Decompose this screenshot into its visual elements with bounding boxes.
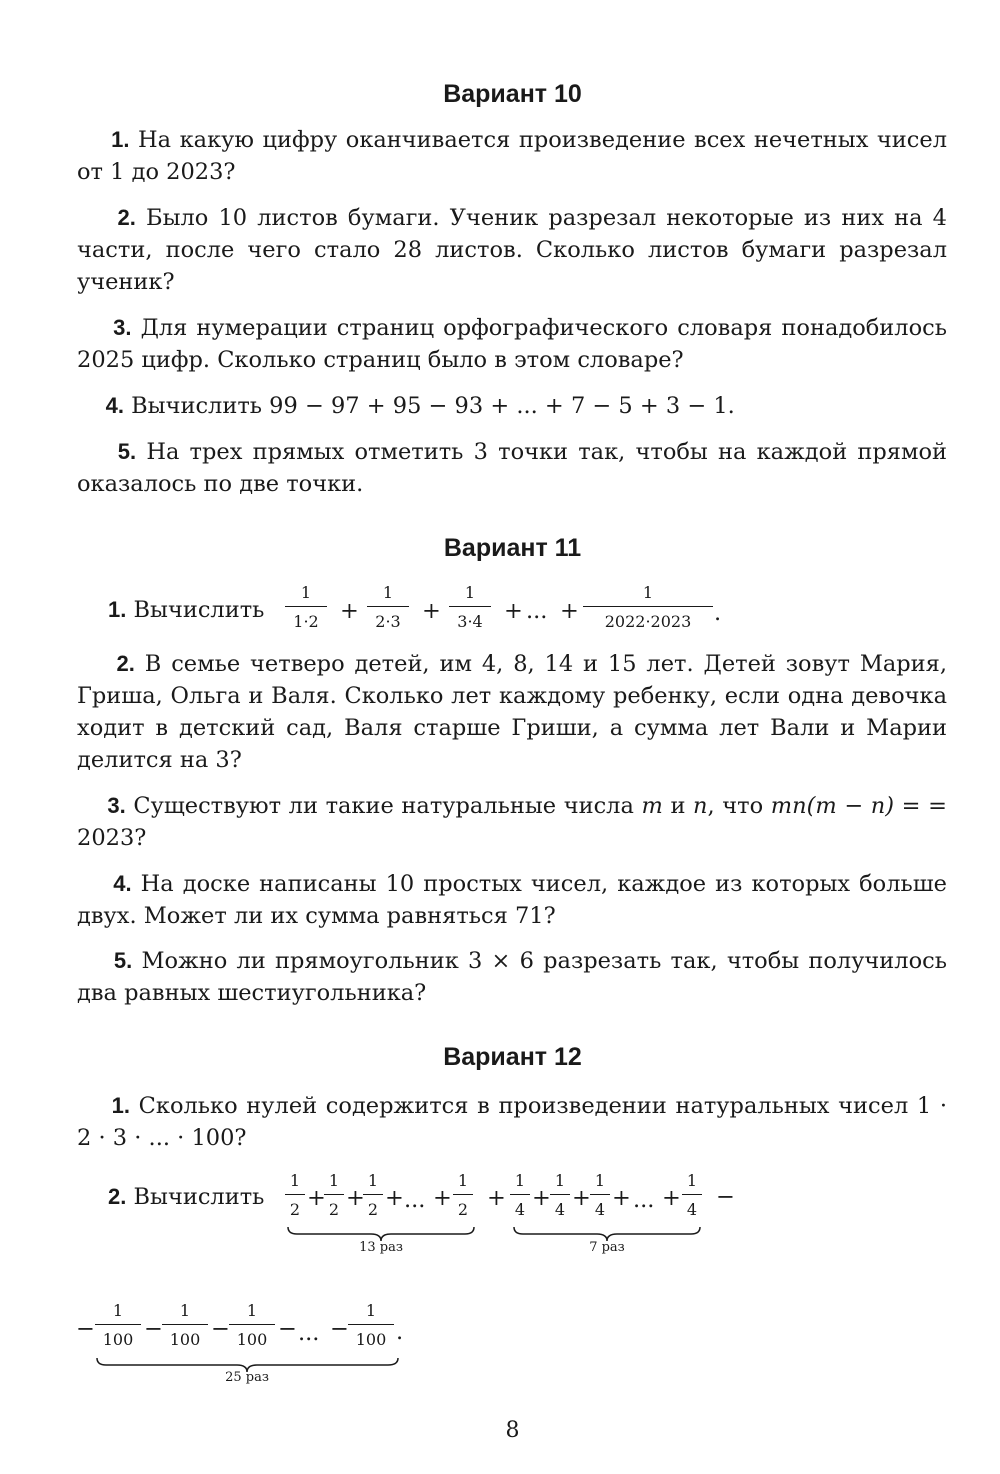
numerator: 1 xyxy=(686,1171,698,1190)
fraction-1-over-4 xyxy=(682,1168,702,1225)
numerator: 1 xyxy=(246,1301,258,1320)
fraction-1-over-4 xyxy=(550,1168,570,1225)
problem-text: На какую цифру оканчивается произведение всех нечетных чисел от 1 до 2023? xyxy=(77,127,948,185)
ellipsis: ... xyxy=(404,1187,426,1213)
v10-problem-2 xyxy=(77,202,947,298)
problem-number: 3. xyxy=(113,315,132,340)
fraction-1-over-2x3 xyxy=(367,580,409,637)
plus-sign: + xyxy=(487,1185,506,1211)
problem-text: Вычислить 99 − 97 + 95 − 93 + ... + 7 − 5 + 3 − 1. xyxy=(131,393,735,419)
variant-10-title: Вариант 10 xyxy=(443,80,582,108)
problem-number: 5. xyxy=(117,439,137,464)
brace-label-7: 7 раз xyxy=(589,1240,625,1255)
denominator: 4 xyxy=(514,1200,526,1219)
fraction-1-over-2 xyxy=(324,1168,344,1225)
minus-sign: − xyxy=(278,1316,297,1342)
denominator: 3·4 xyxy=(457,612,483,631)
v12-problem-1 xyxy=(77,1090,947,1154)
v11-problem-4 xyxy=(77,868,947,932)
ellipsis: ... xyxy=(298,1320,320,1346)
var-m: m xyxy=(641,793,663,819)
denominator: 4 xyxy=(554,1200,566,1219)
denominator: 2 xyxy=(457,1200,469,1219)
problem-number: 2. xyxy=(116,651,135,676)
problem-number: 1. xyxy=(108,597,127,622)
problem-number: 2. xyxy=(108,1184,127,1209)
v11-problem-5 xyxy=(77,945,947,1009)
v11-problem-2 xyxy=(77,648,947,776)
problem-number: 3. xyxy=(107,793,126,818)
fraction-1-over-2 xyxy=(285,1168,305,1225)
minus-sign: − xyxy=(144,1316,163,1342)
variant-11-title: Вариант 11 xyxy=(443,534,582,562)
problem-text: На трех прямых отметить 3 точки так, чтобы на каждой прямой оказалось по две точки. xyxy=(77,439,948,497)
plus-sign: + xyxy=(612,1185,631,1211)
numerator: 1 xyxy=(365,1301,377,1320)
problem-text: В семье четверо детей, им 4, 8, 14 и 15 лет. Детей зовут Мария, Гриша, Ольга и Валя. Сколько лет каждому ребенку, если одна девочка ходит в детский сад, Валя старше Гриши, а сумма лет Вали и Марии делится на 3? xyxy=(77,651,948,773)
fraction-1-over-1x2 xyxy=(285,580,327,637)
problem-text: Вычислить xyxy=(133,597,265,623)
problem-number: 2. xyxy=(117,205,136,230)
v10-problem-3 xyxy=(77,312,947,376)
numerator: 1 xyxy=(554,1171,566,1190)
numerator: 1 xyxy=(367,1171,379,1190)
denominator: 2 xyxy=(328,1200,340,1219)
minus-sign: − xyxy=(76,1316,95,1342)
v12-problem-2-label xyxy=(108,1183,264,1211)
numerator: 1 xyxy=(464,583,476,602)
fraction-1-over-100 xyxy=(95,1298,141,1355)
period: . xyxy=(714,600,722,626)
fraction-1-over-2 xyxy=(453,1168,473,1225)
v10-problem-4 xyxy=(77,390,947,422)
problem-number: 1. xyxy=(111,127,130,152)
fraction-1-over-2022x2023 xyxy=(583,580,713,637)
denominator: 4 xyxy=(686,1200,698,1219)
variant-12-title: Вариант 12 xyxy=(443,1043,582,1071)
denominator: 2 xyxy=(289,1200,301,1219)
plus-sign: + xyxy=(662,1185,681,1211)
fraction-1-over-100 xyxy=(162,1298,208,1355)
minus-sign: − xyxy=(330,1316,349,1342)
problem-text: Вычислить xyxy=(133,1184,265,1210)
problem-text: и xyxy=(670,793,686,819)
problem-text: Существуют ли такие натуральные числа xyxy=(133,793,634,819)
plus-sign: + xyxy=(572,1185,591,1211)
plus-sign: + xyxy=(340,598,359,624)
denominator: 4 xyxy=(594,1200,606,1219)
plus-sign: + xyxy=(385,1185,404,1211)
problem-number: 4. xyxy=(113,871,132,896)
fraction-1-over-4 xyxy=(590,1168,610,1225)
denominator: 100 xyxy=(236,1330,268,1349)
denominator: 100 xyxy=(102,1330,134,1349)
fraction-1-over-3x4 xyxy=(449,580,491,637)
numerator: 1 xyxy=(382,583,394,602)
problem-number: 1. xyxy=(111,1093,130,1118)
minus-sign: − xyxy=(211,1316,230,1342)
plus-sign: + xyxy=(422,598,441,624)
denominator: 1·2 xyxy=(293,612,319,631)
numerator: 1 xyxy=(112,1301,124,1320)
fraction-1-over-100 xyxy=(348,1298,394,1355)
minus-sign: − xyxy=(716,1184,735,1210)
fraction-1-over-2 xyxy=(363,1168,383,1225)
problem-text: = 2023? xyxy=(77,793,947,851)
numerator: 1 xyxy=(594,1171,606,1190)
problem-number: 5. xyxy=(113,948,133,973)
page-number: 8 xyxy=(505,1418,520,1443)
plus-sign: + xyxy=(532,1185,551,1211)
numerator: 1 xyxy=(514,1171,526,1190)
brace-label-25: 25 раз xyxy=(225,1370,269,1385)
plus-sign: + xyxy=(433,1185,452,1211)
plus-sign: + xyxy=(504,598,523,624)
denominator: 2022·2023 xyxy=(604,612,692,631)
plus-sign: + xyxy=(346,1185,365,1211)
v10-problem-1 xyxy=(77,124,947,188)
problem-text: На доске написаны 10 простых чисел, каждое из которых больше двух. Может ли их сумма равняться 71? xyxy=(77,871,947,929)
numerator: 1 xyxy=(457,1171,469,1190)
numerator: 1 xyxy=(300,583,312,602)
problem-text: Можно ли прямоугольник 3 × 6 разрезать так, чтобы получилось два равных шестиугольника? xyxy=(77,948,947,1006)
fraction-1-over-100 xyxy=(229,1298,275,1355)
numerator: 1 xyxy=(328,1171,340,1190)
var-n: n xyxy=(693,793,708,819)
denominator: 100 xyxy=(355,1330,387,1349)
ellipsis: ... xyxy=(526,598,548,624)
plus-sign: + xyxy=(307,1185,326,1211)
denominator: 2 xyxy=(367,1200,379,1219)
problem-number: 4. xyxy=(105,393,124,418)
plus-sign: + xyxy=(560,598,579,624)
problem-text: , что xyxy=(707,793,764,819)
denominator: 2·3 xyxy=(375,612,401,631)
denominator: 100 xyxy=(169,1330,201,1349)
brace-label-13: 13 раз xyxy=(359,1240,403,1255)
problem-text: Было 10 листов бумаги. Ученик разрезал некоторые из них на 4 части, после чего стало 28 листов. Сколько листов бумаги разрезал ученик? xyxy=(77,205,948,295)
fraction-1-over-4 xyxy=(510,1168,530,1225)
expression: mn(m − n) = xyxy=(770,793,921,819)
ellipsis: ... xyxy=(633,1187,655,1213)
period: . xyxy=(396,1319,404,1345)
numerator: 1 xyxy=(289,1171,301,1190)
problem-text: Для нумерации страниц орфографического словаря понадобилось 2025 цифр. Сколько страниц было в этом словаре? xyxy=(77,315,947,373)
v10-problem-5 xyxy=(77,436,947,500)
numerator: 1 xyxy=(179,1301,191,1320)
numerator: 1 xyxy=(642,583,654,602)
v11-problem-1-label xyxy=(108,596,264,624)
problem-text: Сколько нулей содержится в произведении натуральных чисел 1 · 2 · 3 · ... · 100? xyxy=(77,1093,948,1151)
v11-problem-3 xyxy=(77,790,947,854)
